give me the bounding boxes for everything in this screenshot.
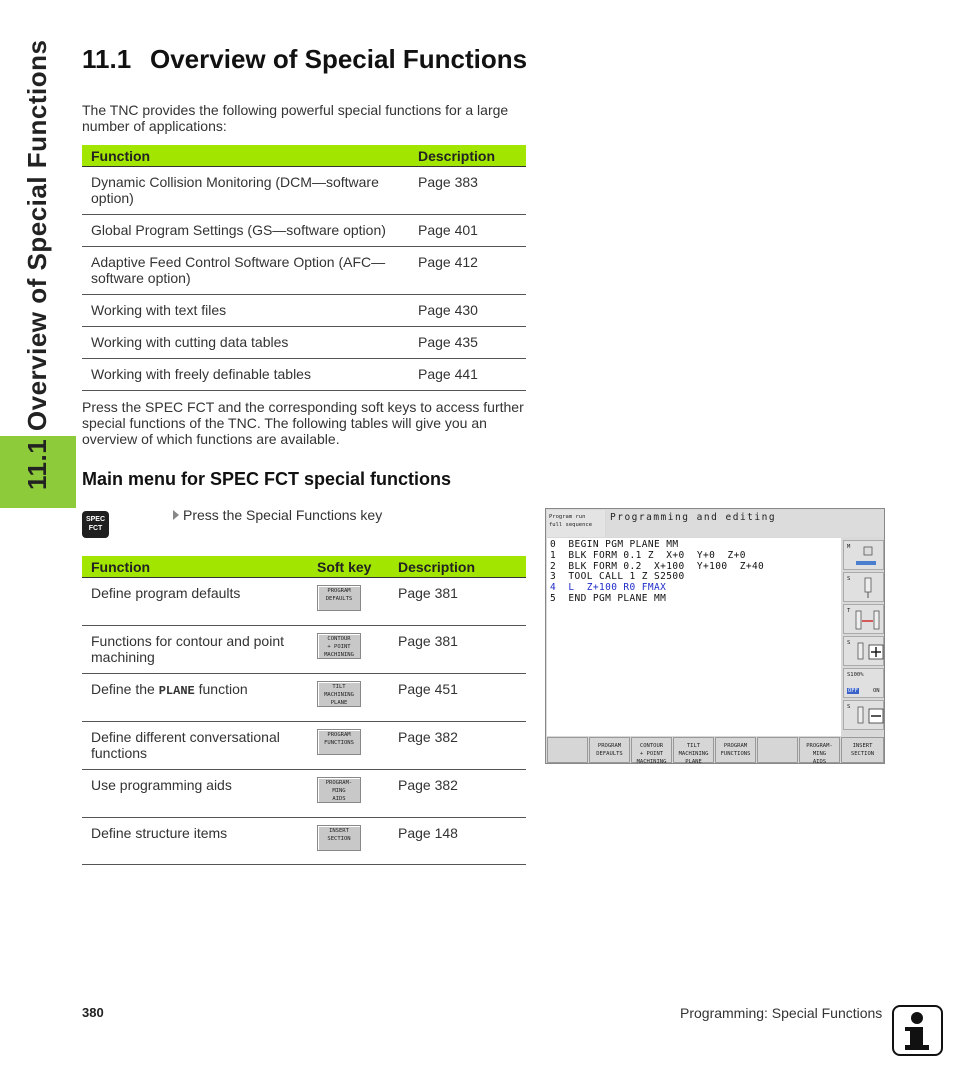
page-reference: Page 441	[409, 359, 526, 391]
arrow-right-icon	[173, 510, 179, 520]
table-row	[82, 295, 526, 327]
spec-fct-menu-table	[82, 556, 526, 865]
screen-softkey-contour-point: CONTOUR + POINT MACHINING	[631, 737, 672, 763]
table-row	[82, 818, 526, 865]
page-reference: Page 381	[389, 626, 526, 674]
program-line: 5 END PGM PLANE MM	[550, 592, 667, 604]
function-cell: Functions for contour and point machining	[82, 626, 308, 674]
softkey-insert-section: INSERT SECTION	[317, 825, 361, 851]
machine-mode-label: Program run full sequence	[547, 510, 605, 537]
table-header-function: Function	[82, 145, 409, 167]
page-reference: Page 401	[409, 215, 526, 247]
spec-key-line2: FCT	[88, 525, 103, 532]
program-line: 1 BLK FORM 0.1 Z X+0 Y+0 Z+0	[550, 549, 746, 561]
table-row	[82, 359, 526, 391]
plus-icon	[844, 637, 885, 667]
screen-softkey-empty	[547, 737, 588, 763]
side-softkey-spindle-minus: S	[843, 700, 884, 730]
screen-softkey-program-functions: PROGRAM FUNCTIONS	[715, 737, 756, 763]
spec-fct-paragraph: Press the SPEC FCT and the corresponding soft keys to access further special functions of the TNC. The following tables will give you an overview of which functions are available.	[82, 399, 524, 447]
function-cell: Working with cutting data tables	[82, 327, 409, 359]
instruction-text: Press the Special Functions key	[183, 507, 383, 523]
side-tab	[0, 0, 76, 508]
special-functions-table	[82, 145, 526, 391]
function-cell: Use programming aids	[82, 770, 308, 818]
softkey-contour-point-machining: CONTOUR + POINT MACHINING	[317, 633, 361, 659]
table-header-softkey: Soft key	[308, 556, 389, 578]
page-reference: Page 451	[389, 674, 526, 722]
on-indicator: ON	[873, 688, 880, 694]
page-title	[82, 44, 527, 75]
function-cell: Dynamic Collision Monitoring (DCM—software option)	[82, 167, 409, 215]
info-icon	[892, 1005, 943, 1056]
spindle-icon	[844, 573, 885, 603]
chapter-footer: Programming: Special Functions	[680, 1005, 883, 1021]
side-softkey-m: M	[843, 540, 884, 570]
minus-icon	[844, 701, 885, 731]
side-softkey-override: S100% OFF ON	[843, 668, 884, 698]
section-title: Overview of Special Functions	[150, 44, 528, 74]
section-number: 11.1	[82, 44, 132, 74]
table-row	[82, 247, 526, 295]
code-plane: PLANE	[158, 684, 195, 698]
machine-icon	[844, 541, 885, 571]
horizontal-softkey-bar	[547, 737, 885, 763]
spec-fct-key-icon	[82, 511, 109, 538]
softkey-program-functions: PROGRAM FUNCTIONS	[317, 729, 361, 755]
page-reference: Page 382	[389, 722, 526, 770]
table-row	[82, 626, 526, 674]
table-header-function: Function	[82, 556, 308, 578]
table-row	[82, 674, 526, 722]
off-indicator: OFF	[848, 688, 858, 694]
screen-softkey-program-defaults: PROGRAM DEFAULTS	[589, 737, 630, 763]
page-number: 380	[82, 1005, 104, 1020]
page-reference: Page 381	[389, 578, 526, 626]
instruction-step	[173, 507, 382, 523]
function-cell: Working with text files	[82, 295, 409, 327]
spec-key-line1: SPEC	[85, 516, 106, 523]
table-header-description: Description	[409, 145, 526, 167]
function-cell: Define structure items	[82, 818, 308, 865]
screen-softkey-insert-section: INSERT SECTION	[841, 737, 884, 763]
vertical-softkey-bar	[843, 538, 885, 736]
screen-softkey-tilt-plane: TILT MACHINING PLANE	[673, 737, 714, 763]
function-cell: Define the PLANE function	[82, 674, 308, 722]
intro-paragraph: The TNC provides the following powerful special functions for a large number of applications:	[82, 102, 509, 134]
softkey-programming-aids: PROGRAM- MING AIDS	[317, 777, 361, 803]
table-row	[82, 167, 526, 215]
page-reference: Page 383	[409, 167, 526, 215]
table-header-description: Description	[389, 556, 526, 578]
table-row	[82, 327, 526, 359]
section-subheading: Main menu for SPEC FCT special functions	[82, 469, 452, 489]
programming-mode-title: Programming and editing	[606, 510, 884, 537]
page-reference: Page 148	[389, 818, 526, 865]
table-header-row	[82, 145, 526, 167]
softkey-program-defaults: PROGRAM DEFAULTS	[317, 585, 361, 611]
side-softkey-t: T	[843, 604, 884, 634]
page-reference: Page 430	[409, 295, 526, 327]
page-reference: Page 382	[389, 770, 526, 818]
tool-icon	[844, 605, 885, 635]
function-cell: Define program defaults	[82, 578, 308, 626]
page-reference: Page 412	[409, 247, 526, 295]
screen-softkey-programming-aids: PROGRAM- MING AIDS	[799, 737, 840, 763]
table-row	[82, 770, 526, 818]
tnc-screenshot	[545, 508, 885, 764]
table-row	[82, 578, 526, 626]
softkey-tilt-machining-plane: TILT MACHINING PLANE	[317, 681, 361, 707]
program-line: 2 BLK FORM 0.2 X+100 Y+100 Z+40	[550, 560, 765, 572]
side-softkey-spindle-plus: S	[843, 636, 884, 666]
table-row	[82, 215, 526, 247]
function-cell: Define different conversational functions	[82, 722, 308, 770]
table-header-row	[82, 556, 526, 578]
program-line: 0 BEGIN PGM PLANE MM	[550, 539, 679, 550]
function-cell: Working with freely definable tables	[82, 359, 409, 391]
function-cell: Global Program Settings (GS—software option)	[82, 215, 409, 247]
screen-softkey-empty	[757, 737, 798, 763]
program-line: 3 TOOL CALL 1 Z S2500	[550, 571, 685, 583]
side-softkey-s: S	[843, 572, 884, 602]
side-tab-label: 11.1 Overview of Special Functions	[22, 39, 52, 490]
program-listing	[547, 538, 841, 736]
program-line-active: 4 L Z+100 R0 FMAX	[550, 582, 667, 594]
table-row	[82, 722, 526, 770]
function-cell: Adaptive Feed Control Software Option (AFC—software option)	[82, 247, 409, 295]
page-reference: Page 435	[409, 327, 526, 359]
